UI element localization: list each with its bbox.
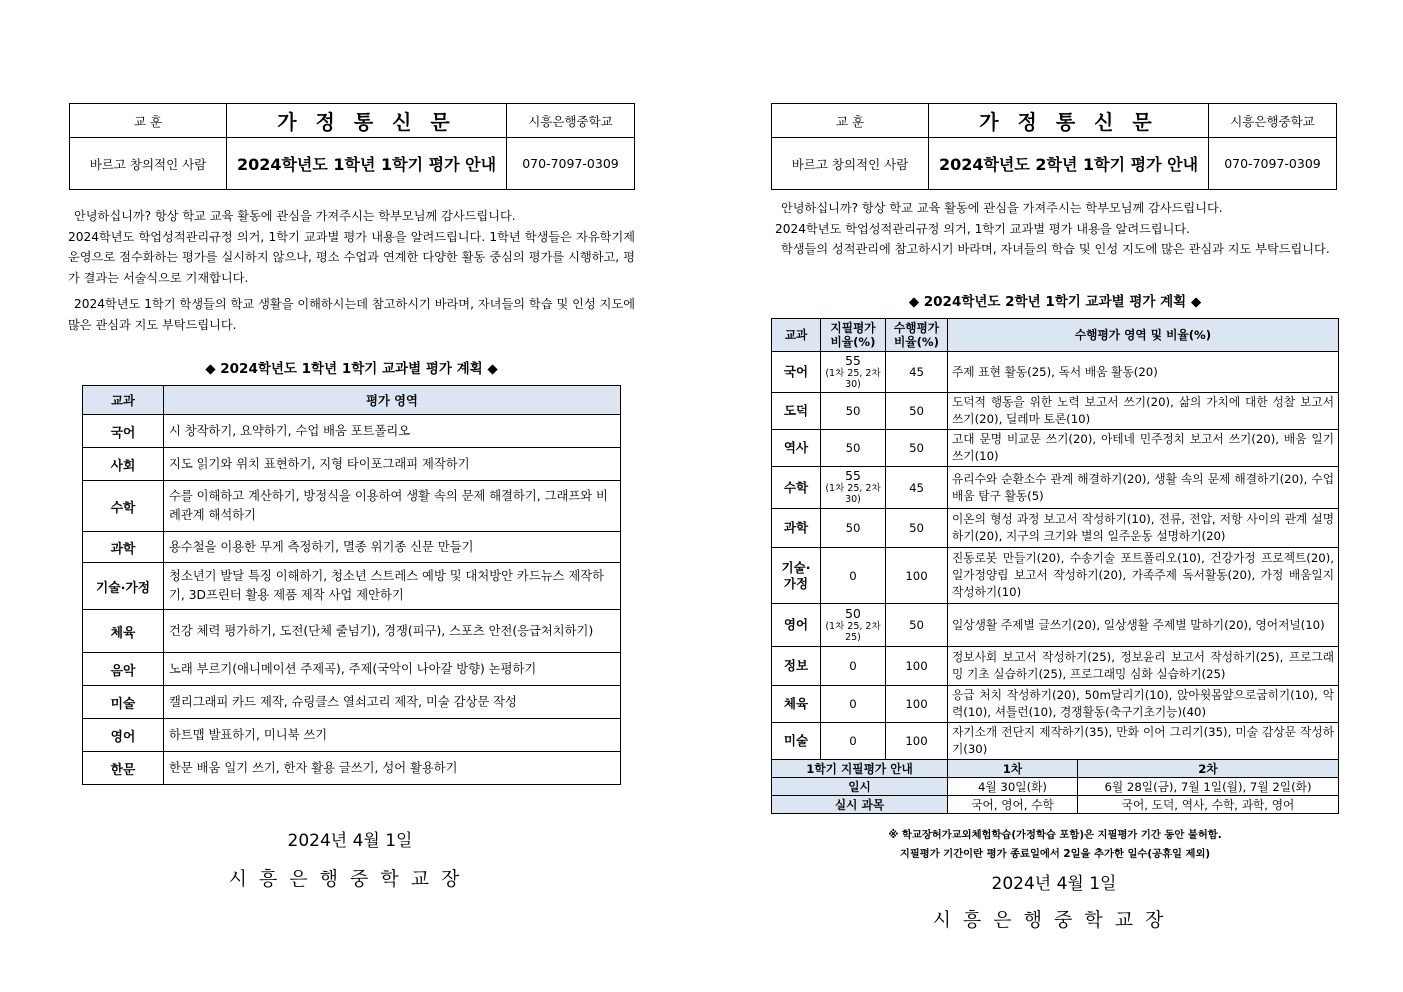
intro-paragraph: 2024학년도 학업성적관리규정 의거, 1학기 교과별 평가 내용을 알려드립니다. 1학년 학생들은 자유학기제 운영으로 점수화하는 평가를 실시하지 않으나, 평소 수업과 연계한 다양한 활동 중심의 평가를 시행하고, 평가 결과는 서술식으로 기재합니다. [68,229,635,285]
table-row [83,448,621,481]
motto-label: 교 훈 [70,104,227,138]
area-cell: 한문 배움 일기 쓰기, 한자 활용 글쓰기, 성어 활용하기 [164,752,621,785]
school-motto: 바르고 창의적인 사람 [772,138,929,190]
table-row [772,393,1339,430]
table-row [772,548,1339,604]
written-ratio-cell: 55 (1차 25, 2차 30) [821,467,886,509]
right-intro [775,198,1339,260]
area-cell: 고대 문명 비교문 쓰기(20), 아테네 민주정치 보고서 쓰기(20), 배움 일기 쓰기(10) [948,430,1339,467]
phone-number: 070-7097-0309 [1209,138,1337,190]
area-cell: 주제 표현 활동(25), 독서 배움 활동(20) [948,352,1339,393]
table-row [83,415,621,448]
right-section-title: ◆ 2024학년도 2학년 1학기 교과별 평가 계획 ◆ [908,294,1202,310]
area-cell: 건강 체력 평가하기, 도전(단체 줄넘기), 경쟁(피구), 스포츠 안전(응급처치하기) [164,610,621,653]
col-header: 수행평가 영역 및 비율(%) [948,319,1339,352]
written-ratio-cell: 0 [821,647,886,686]
table-row [772,604,1339,647]
area-cell: 이온의 형성 과정 보고서 작성하기(10), 전류, 전압, 저항 사이의 관계 설명하기(20), 지구의 크기와 별의 일주운동 설명하기(20) [948,509,1339,548]
subject-cell: 체육 [772,686,821,723]
exam-date-row [772,778,1339,796]
written-ratio-cell: 55 (1차 25, 2차 30) [821,352,886,393]
newsletter-title: 가 정 통 신 문 [929,104,1209,138]
left-section-title: ◆ 2024학년도 1학년 1학기 교과별 평가 계획 ◆ [205,361,498,377]
area-cell: 유리수와 순환소수 관계 해결하기(20), 생활 속의 문제 해결하기(20), 수업 배움 탐구 활동(5) [948,467,1339,509]
table-row [772,467,1339,509]
intro-paragraph: 학생들의 성적관리에 참고하시기 바라며, 자녀들의 학습 및 인성 지도에 많은 관심과 지도 부탁드립니다. [781,242,1330,256]
perf-ratio-cell: 100 [886,647,948,686]
area-cell: 하트맵 발표하기, 미니북 쓰기 [164,719,621,752]
table-row [83,610,621,653]
perf-ratio-cell: 50 [886,604,948,647]
col-header: 평가 영역 [164,386,621,415]
left-intro [68,206,635,335]
newsletter-title: 가 정 통 신 문 [227,104,507,138]
table-row [772,647,1339,686]
right-signature: 시흥은행중학교장 [932,909,1176,931]
area-cell: 수를 이해하고 계산하기, 방정식을 이용하여 생활 속의 문제 해결하기, 그래프와 비례관계 해석하기 [164,481,621,532]
area-cell: 자기소개 전단지 제작하기(35), 만화 이어 그리기(35), 미술 감상문 작성하기(30) [948,723,1339,760]
table-row [83,752,621,785]
area-cell: 용수철을 이용한 무게 측정하기, 멸종 위기종 신문 만들기 [164,532,621,563]
table-row [83,686,621,719]
area-cell: 시 창작하기, 요약하기, 수업 배움 포트폴리오 [164,415,621,448]
subject-cell: 정보 [772,647,821,686]
perf-ratio-cell: 100 [886,686,948,723]
exam-date-label: 일시 [772,778,948,796]
subject-cell: 체육 [83,610,164,653]
exam-subject-label: 실시 과목 [772,796,948,814]
school-name: 시흥은행중학교 [507,104,635,138]
exam-round-2: 2차 [1078,760,1339,778]
exam-subjects-2: 국어, 도덕, 역사, 수학, 과학, 영어 [1078,796,1339,814]
exam-round-1: 1차 [948,760,1078,778]
table-row [772,509,1339,548]
area-cell: 노래 부르기(애니메이션 주제곡), 주제(국악이 나아갈 방향) 논평하기 [164,653,621,686]
exam-subject-row [772,796,1339,814]
subject-cell: 과학 [772,509,821,548]
written-ratio-cell: 0 [821,723,886,760]
written-ratio-cell: 0 [821,548,886,604]
area-cell: 지도 읽기와 위치 표현하기, 지형 타이포그래피 제작하기 [164,448,621,481]
subject-cell: 미술 [772,723,821,760]
written-ratio-cell: 0 [821,686,886,723]
col-header: 수행평가 비율(%) [886,319,948,352]
intro-paragraph: 2024학년도 학업성적관리규정 의거, 1학기 교과별 평가 내용을 알려드립니다. [775,221,1191,236]
subject-cell: 과학 [83,532,164,563]
col-header: 지필평가 비율(%) [821,319,886,352]
perf-ratio-cell: 100 [886,548,948,604]
perf-ratio-cell: 50 [886,509,948,548]
left-header-table [69,103,635,190]
written-ratio-cell: 50 [821,430,886,467]
perf-ratio-cell: 45 [886,467,948,509]
subject-cell: 역사 [772,430,821,467]
subject-cell: 수학 [772,467,821,509]
table-row [772,352,1339,393]
table-row [772,686,1339,723]
exam-date-1: 4월 30일(화) [948,778,1078,796]
table-row [83,532,621,563]
subject-cell: 미술 [83,686,164,719]
exam-info-label: 1학기 지필평가 안내 [772,760,948,778]
exam-subjects-1: 국어, 영어, 수학 [948,796,1078,814]
right-header-table [771,103,1337,190]
subject-cell: 수학 [83,481,164,532]
subject-cell: 국어 [772,352,821,393]
table-row [772,430,1339,467]
area-cell: 캘리그래피 카드 제작, 슈링클스 열쇠고리 제작, 미술 감상문 작성 [164,686,621,719]
perf-ratio-cell: 45 [886,352,948,393]
perf-ratio-cell: 50 [886,430,948,467]
written-ratio-cell: 50 [821,509,886,548]
right-date: 2024년 4월 1일 [991,874,1117,894]
area-cell: 청소년기 발달 특징 이해하기, 청소년 스트레스 예방 및 대처방안 카드뉴스 제작하기, 3D프린터 활용 제품 제작 사업 제안하기 [164,563,621,610]
newsletter-subtitle: 2024학년도 2학년 1학기 평가 안내 [929,138,1209,190]
written-ratio-cell: 50 [821,393,886,430]
exam-info-header-row [772,760,1339,778]
area-cell: 진동로봇 만들기(20), 수송기술 포트폴리오(10), 건강가정 프로젝트(20), 일가정양립 보고서 작성하기(20), 가족주제 독서활동(20), 가정 배움일지 작성하기(10) [948,548,1339,604]
subject-cell: 사회 [83,448,164,481]
table-row [83,719,621,752]
subject-cell: 음악 [83,653,164,686]
perf-ratio-cell: 50 [886,393,948,430]
intro-paragraph: 안녕하십니까? 항상 학교 교육 활동에 관심을 가져주시는 학부모님께 감사드립니다. [781,201,1223,215]
col-header: 교과 [772,319,821,352]
subject-cell: 영어 [772,604,821,647]
subject-cell: 기술·가정 [83,563,164,610]
subject-cell: 도덕 [772,393,821,430]
subject-cell: 국어 [83,415,164,448]
written-ratio-cell: 50 (1차 25, 2차 25) [821,604,886,647]
motto-label: 교 훈 [772,104,929,138]
table-row [772,723,1339,760]
table-row [83,653,621,686]
newsletter-subtitle: 2024학년도 1학년 1학기 평가 안내 [227,138,507,190]
phone-number: 070-7097-0309 [507,138,635,190]
subject-cell: 기술·가정 [772,548,821,604]
area-cell: 일상생활 주제별 글쓰기(20), 일상생활 주제별 말하기(20), 영어저널(10) [948,604,1339,647]
left-date: 2024년 4월 1일 [287,831,413,851]
subject-cell: 한문 [83,752,164,785]
right-eval-table [771,318,1339,814]
table-row [83,563,621,610]
table-row [83,481,621,532]
subject-cell: 영어 [83,719,164,752]
area-cell: 정보사회 보고서 작성하기(25), 정보윤리 보고서 작성하기(25), 프로그래밍 기초 실습하기(25), 프로그래밍 심화 실습하기(25) [948,647,1339,686]
col-header: 교과 [83,386,164,415]
left-eval-table [82,385,621,785]
perf-ratio-cell: 100 [886,723,948,760]
exam-note: ※ 학교장허가교외체험학습(가정학습 포함)은 지필평가 기간 동안 불허함. [888,829,1222,841]
intro-paragraph: 2024학년도 1학기 학생들의 학교 생활을 이해하시는데 참고하시기 바라며, 자녀들의 학습 및 인성 지도에 많은 관심과 지도 부탁드립니다. [68,297,635,332]
exam-date-2: 6월 28일(금), 7월 1일(월), 7월 2일(화) [1078,778,1339,796]
school-motto: 바르고 창의적인 사람 [70,138,227,190]
intro-paragraph: 안녕하십니까? 항상 학교 교육 활동에 관심을 가져주시는 학부모님께 감사드립니다. [74,209,516,223]
left-signature: 시흥은행중학교장 [228,868,472,890]
area-cell: 도덕적 행동을 위한 노력 보고서 쓰기(20), 삶의 가치에 대한 성찰 보고서 쓰기(20), 딜레마 토론(10) [948,393,1339,430]
area-cell: 응급 처치 작성하기(20), 50m달리기(10), 앉아윗몸앞으로굽히기(10), 악력(10), 셔틀런(10), 경쟁활동(축구기초기능)(40) [948,686,1339,723]
exam-note: 지필평가 기간이란 평가 종료일에서 2일을 추가한 일수(공휴일 제외) [899,848,1211,860]
school-name: 시흥은행중학교 [1209,104,1337,138]
